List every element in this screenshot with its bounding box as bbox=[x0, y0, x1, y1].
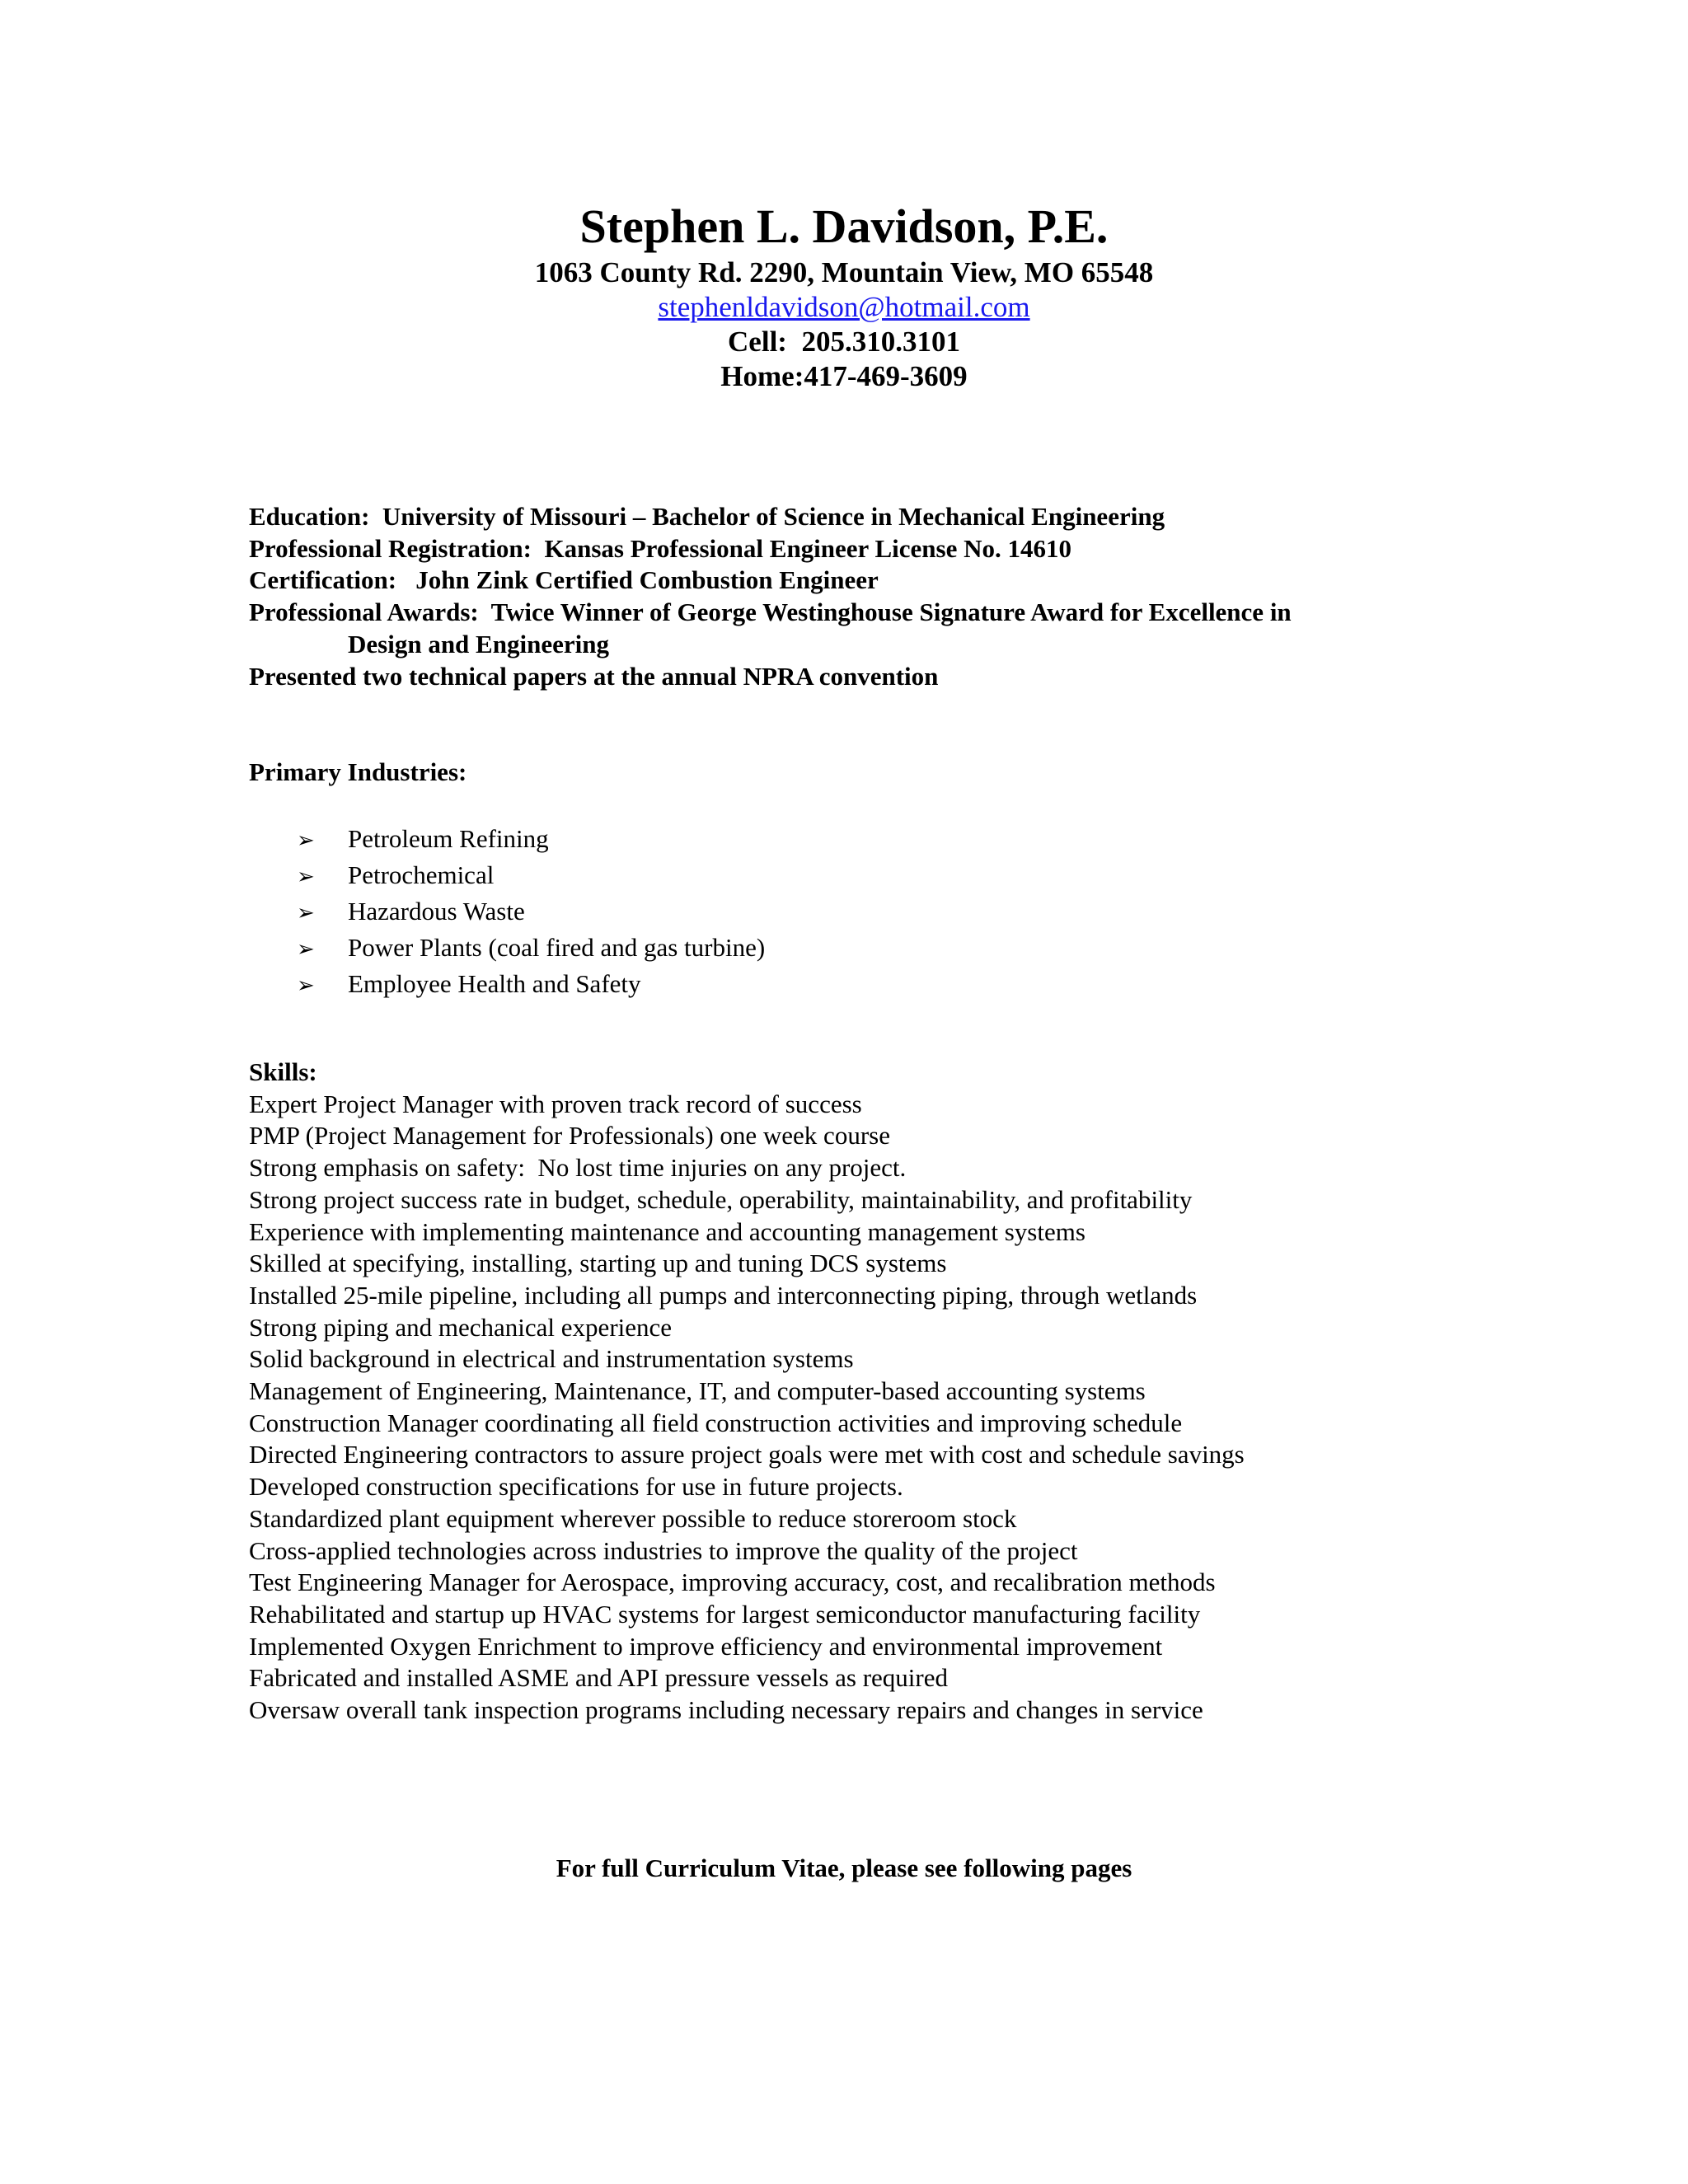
arrowhead-bullet-icon: ➢ bbox=[297, 973, 315, 998]
skill-item: Experience with implementing maintenance and accounting management systems bbox=[249, 1216, 1085, 1246]
footer-note: For full Curriculum Vitae, please see following pages bbox=[556, 1854, 1132, 1882]
industries-list bbox=[297, 822, 765, 1003]
skill-item: Implemented Oxygen Enrichment to improve efficiency and environmental improvement bbox=[249, 1631, 1163, 1661]
contact-header bbox=[0, 198, 1688, 394]
industry-label: Employee Health and Safety bbox=[348, 969, 641, 998]
skill-item: Standardized plant equipment wherever possible to reduce storeroom stock bbox=[249, 1503, 1017, 1533]
skill-item: Developed construction specifications for use in future projects. bbox=[249, 1472, 903, 1502]
registration-line: Professional Registration: Kansas Professional Engineer License No. 14610 bbox=[249, 533, 1072, 563]
address: 1063 County Rd. 2290, Mountain View, MO 65548 bbox=[534, 256, 1154, 288]
arrowhead-bullet-icon: ➢ bbox=[297, 901, 315, 926]
skill-item: Rehabilitated and startup up HVAC systems for largest semiconductor manufacturing facility bbox=[249, 1599, 1201, 1629]
skill-item: Oversaw overall tank inspection programs including necessary repairs and changes in service bbox=[249, 1695, 1203, 1725]
list-item bbox=[297, 822, 765, 858]
skills-section bbox=[249, 1057, 1444, 1727]
awards-line: Professional Awards: Twice Winner of George Westinghouse Signature Award for Excellence in bbox=[249, 598, 1292, 627]
credentials-section bbox=[249, 501, 1444, 692]
email-link[interactable]: stephenldavidson@hotmail.com bbox=[658, 291, 1030, 323]
skill-item: Strong piping and mechanical experience bbox=[249, 1312, 673, 1342]
skill-item: Installed 25-mile pipeline, including all pumps and interconnecting piping, through wetlands bbox=[249, 1280, 1198, 1310]
skill-item: Solid background in electrical and instrumentation systems bbox=[249, 1344, 854, 1374]
skill-item: Fabricated and installed ASME and API pressure vessels as required bbox=[249, 1663, 949, 1693]
skill-item: Skilled at specifying, installing, starting up and tuning DCS systems bbox=[249, 1249, 947, 1278]
skill-item: Strong emphasis on safety: No lost time injuries on any project. bbox=[249, 1153, 907, 1183]
skill-item: Strong project success rate in budget, schedule, operability, maintainability, and profitability bbox=[249, 1184, 1193, 1214]
certification-line: Certification: John Zink Certified Combustion Engineer bbox=[249, 565, 879, 595]
skills-heading: Skills: bbox=[249, 1057, 317, 1086]
skill-item: PMP (Project Management for Professionals) one week course bbox=[249, 1121, 890, 1151]
industry-label: Petrochemical bbox=[348, 860, 495, 889]
arrowhead-bullet-icon: ➢ bbox=[297, 865, 315, 889]
industry-label: Petroleum Refining bbox=[348, 824, 549, 853]
industry-label: Hazardous Waste bbox=[348, 897, 525, 926]
skill-item: Test Engineering Manager for Aerospace, improving accuracy, cost, and recalibration methods bbox=[249, 1568, 1216, 1597]
awards-continuation: Design and Engineering bbox=[348, 629, 609, 658]
skill-item: Cross-applied technologies across industries to improve the quality of the project bbox=[249, 1535, 1078, 1565]
industries-heading: Primary Industries: bbox=[249, 757, 467, 786]
list-item bbox=[297, 894, 765, 930]
skill-item: Management of Engineering, Maintenance, IT, and computer-based accounting systems bbox=[249, 1376, 1146, 1406]
list-item bbox=[297, 967, 765, 1003]
skill-item: Expert Project Manager with proven track record of success bbox=[249, 1089, 862, 1118]
industry-label: Power Plants (coal fired and gas turbine) bbox=[348, 933, 766, 962]
arrowhead-bullet-icon: ➢ bbox=[297, 937, 315, 962]
list-item bbox=[297, 930, 765, 967]
list-item bbox=[297, 858, 765, 894]
cell-phone: Cell: 205.310.3101 bbox=[728, 326, 960, 358]
papers-line: Presented two technical papers at the annual NPRA convention bbox=[249, 661, 939, 691]
arrowhead-bullet-icon: ➢ bbox=[297, 828, 315, 853]
skill-item: Construction Manager coordinating all field construction activities and improving schedule bbox=[249, 1408, 1183, 1437]
candidate-name: Stephen L. Davidson, P.E. bbox=[579, 199, 1109, 253]
home-phone: Home:417-469-3609 bbox=[720, 360, 968, 392]
education-line: Education: University of Missouri – Bachelor of Science in Mechanical Engineering bbox=[249, 502, 1165, 531]
skill-item: Directed Engineering contractors to assure project goals were met with cost and schedule savings bbox=[249, 1440, 1245, 1469]
